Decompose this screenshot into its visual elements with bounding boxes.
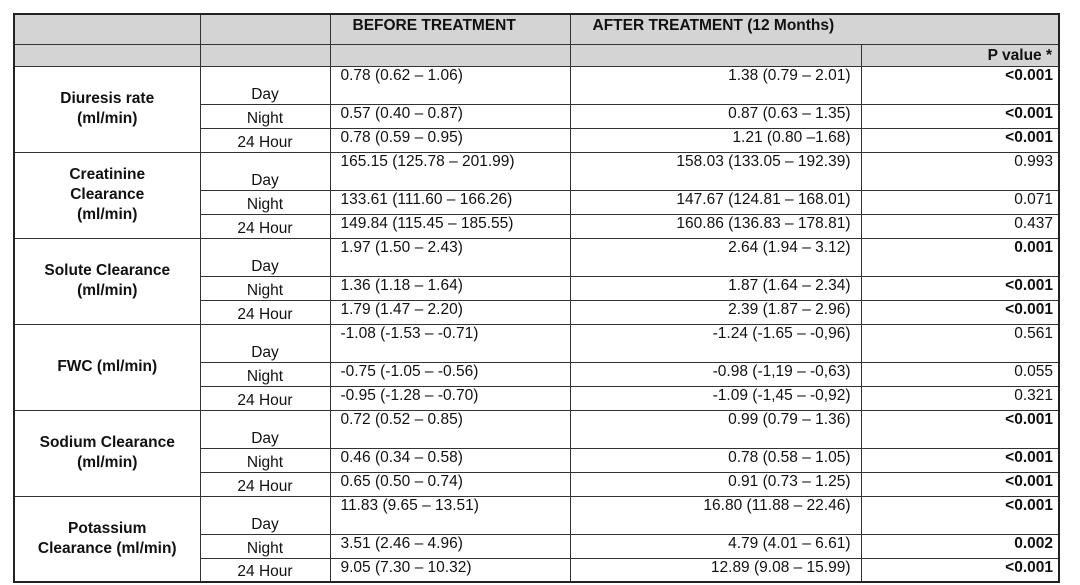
parameter-label-line: (ml/min) <box>77 206 138 223</box>
before-value-cell: 165.15 (125.78 – 201.99) <box>330 152 570 190</box>
parameter-label <box>14 410 200 496</box>
parameter-label-line: Solute Clearance <box>44 262 171 279</box>
after-value-cell: 2.39 (1.87 – 2.96) <box>570 300 861 324</box>
p-value-cell: <0.001 <box>861 410 1059 448</box>
before-value-cell: 1.97 (1.50 – 2.43) <box>330 238 570 276</box>
period-cell: 24 Hour <box>200 128 330 152</box>
period-cell: Night <box>200 448 330 472</box>
after-value-cell: 0.91 (0.73 – 1.25) <box>570 472 861 496</box>
p-value-cell: 0.071 <box>861 190 1059 214</box>
parameter-label-line: (ml/min) <box>77 282 138 299</box>
p-value-cell: <0.001 <box>861 558 1059 582</box>
after-value-cell: 158.03 (133.05 – 192.39) <box>570 152 861 190</box>
header-p-value: P value * <box>861 44 1059 66</box>
period-cell: 24 Hour <box>200 472 330 496</box>
period-cell: Day <box>200 410 330 448</box>
before-value-cell: 1.79 (1.47 – 2.20) <box>330 300 570 324</box>
parameter-label-line: Clearance (ml/min) <box>37 539 177 557</box>
before-value-cell: 0.78 (0.59 – 0.95) <box>330 128 570 152</box>
before-value-cell: -0.75 (-1.05 – -0.56) <box>330 362 570 386</box>
header-row <box>14 14 1059 44</box>
after-value-cell: 16.80 (11.88 – 22.46) <box>570 496 861 534</box>
header-blank-cell <box>200 14 330 44</box>
after-value-cell: -1.09 (-1,45 – -0,92) <box>570 386 861 410</box>
before-value-cell: 0.72 (0.52 – 0.85) <box>330 410 570 448</box>
period-cell: 24 Hour <box>200 386 330 410</box>
period-cell: Day <box>200 66 330 104</box>
period-cell: Day <box>200 496 330 534</box>
p-value-cell: <0.001 <box>861 276 1059 300</box>
p-value-cell: 0.001 <box>861 238 1059 276</box>
parameter-label <box>14 496 200 582</box>
period-cell: 24 Hour <box>200 558 330 582</box>
table-row <box>14 238 1059 276</box>
p-value-cell: <0.001 <box>861 128 1059 152</box>
after-value-cell: 0.78 (0.58 – 1.05) <box>570 448 861 472</box>
parameter-label-line: Creatinine <box>69 166 146 183</box>
before-value-cell: -0.95 (-1.28 – -0.70) <box>330 386 570 410</box>
period-cell: Night <box>200 104 330 128</box>
p-value-cell: 0.321 <box>861 386 1059 410</box>
parameter-label-line: (ml/min) <box>77 454 138 471</box>
parameter-label <box>14 238 200 324</box>
p-value-cell: <0.001 <box>861 472 1059 496</box>
subheader-blank-cell <box>200 44 330 66</box>
after-value-cell: 147.67 (124.81 – 168.01) <box>570 190 861 214</box>
before-value-cell: 0.78 (0.62 – 1.06) <box>330 66 570 104</box>
after-value-cell: 1.21 (0.80 –1.68) <box>570 128 861 152</box>
before-value-cell: 11.83 (9.65 – 13.51) <box>330 496 570 534</box>
table-row <box>14 66 1059 104</box>
period-cell: Night <box>200 190 330 214</box>
p-value-cell: <0.001 <box>861 448 1059 472</box>
after-value-cell: 4.79 (4.01 – 6.61) <box>570 534 861 558</box>
parameter-label-line: (ml/min) <box>77 110 138 127</box>
after-value-cell: -0.98 (-1,19 – -0,63) <box>570 362 861 386</box>
before-value-cell: 0.57 (0.40 – 0.87) <box>330 104 570 128</box>
table-row <box>14 152 1059 190</box>
p-value-cell: <0.001 <box>861 496 1059 534</box>
before-value-cell: -1.08 (-1.53 – -0.71) <box>330 324 570 362</box>
parameter-label-line: Sodium Clearance <box>39 434 175 451</box>
period-cell: Day <box>200 238 330 276</box>
period-cell: Day <box>200 152 330 190</box>
after-value-cell: 160.86 (136.83 – 178.81) <box>570 214 861 238</box>
parameter-label-line: Potassium <box>68 519 147 537</box>
before-value-cell: 133.61 (111.60 – 166.26) <box>330 190 570 214</box>
before-value-cell: 149.84 (115.45 – 185.55) <box>330 214 570 238</box>
results-table <box>13 13 1060 583</box>
before-value-cell: 1.36 (1.18 – 1.64) <box>330 276 570 300</box>
subheader-row <box>14 44 1059 66</box>
table-row <box>14 496 1059 534</box>
after-value-cell: 12.89 (9.08 – 15.99) <box>570 558 861 582</box>
before-value-cell: 0.46 (0.34 – 0.58) <box>330 448 570 472</box>
parameter-label <box>14 152 200 238</box>
table-row <box>14 410 1059 448</box>
period-cell: 24 Hour <box>200 214 330 238</box>
period-cell: Night <box>200 534 330 558</box>
p-value-cell: <0.001 <box>861 104 1059 128</box>
table-row <box>14 324 1059 362</box>
subheader-blank-cell <box>570 44 861 66</box>
after-value-cell: 1.87 (1.64 – 2.34) <box>570 276 861 300</box>
parameter-label-line: Diuresis rate <box>60 90 155 107</box>
period-cell: Day <box>200 324 330 362</box>
parameter-label <box>14 324 200 410</box>
p-value-cell: <0.001 <box>861 66 1059 104</box>
parameter-label-line: FWC (ml/min) <box>57 358 158 375</box>
parameter-label <box>14 66 200 152</box>
header-before-treatment: BEFORE TREATMENT <box>330 14 570 44</box>
period-cell: 24 Hour <box>200 300 330 324</box>
subheader-blank-cell <box>14 44 200 66</box>
p-value-cell: 0.055 <box>861 362 1059 386</box>
after-value-cell: 1.38 (0.79 – 2.01) <box>570 66 861 104</box>
header-blank-cell <box>14 14 200 44</box>
header-after-treatment: AFTER TREATMENT (12 Months) <box>570 14 1059 44</box>
after-value-cell: 2.64 (1.94 – 3.12) <box>570 238 861 276</box>
subheader-blank-cell <box>330 44 570 66</box>
p-value-cell: <0.001 <box>861 300 1059 324</box>
before-value-cell: 3.51 (2.46 – 4.96) <box>330 534 570 558</box>
after-value-cell: 0.99 (0.79 – 1.36) <box>570 410 861 448</box>
p-value-cell: 0.437 <box>861 214 1059 238</box>
after-value-cell: -1.24 (-1.65 – -0,96) <box>570 324 861 362</box>
period-cell: Night <box>200 276 330 300</box>
before-value-cell: 9.05 (7.30 – 10.32) <box>330 558 570 582</box>
p-value-cell: 0.993 <box>861 152 1059 190</box>
parameter-label-line: Clearance <box>70 186 145 203</box>
p-value-cell: 0.002 <box>861 534 1059 558</box>
after-value-cell: 0.87 (0.63 – 1.35) <box>570 104 861 128</box>
period-cell: Night <box>200 362 330 386</box>
before-value-cell: 0.65 (0.50 – 0.74) <box>330 472 570 496</box>
p-value-cell: 0.561 <box>861 324 1059 362</box>
